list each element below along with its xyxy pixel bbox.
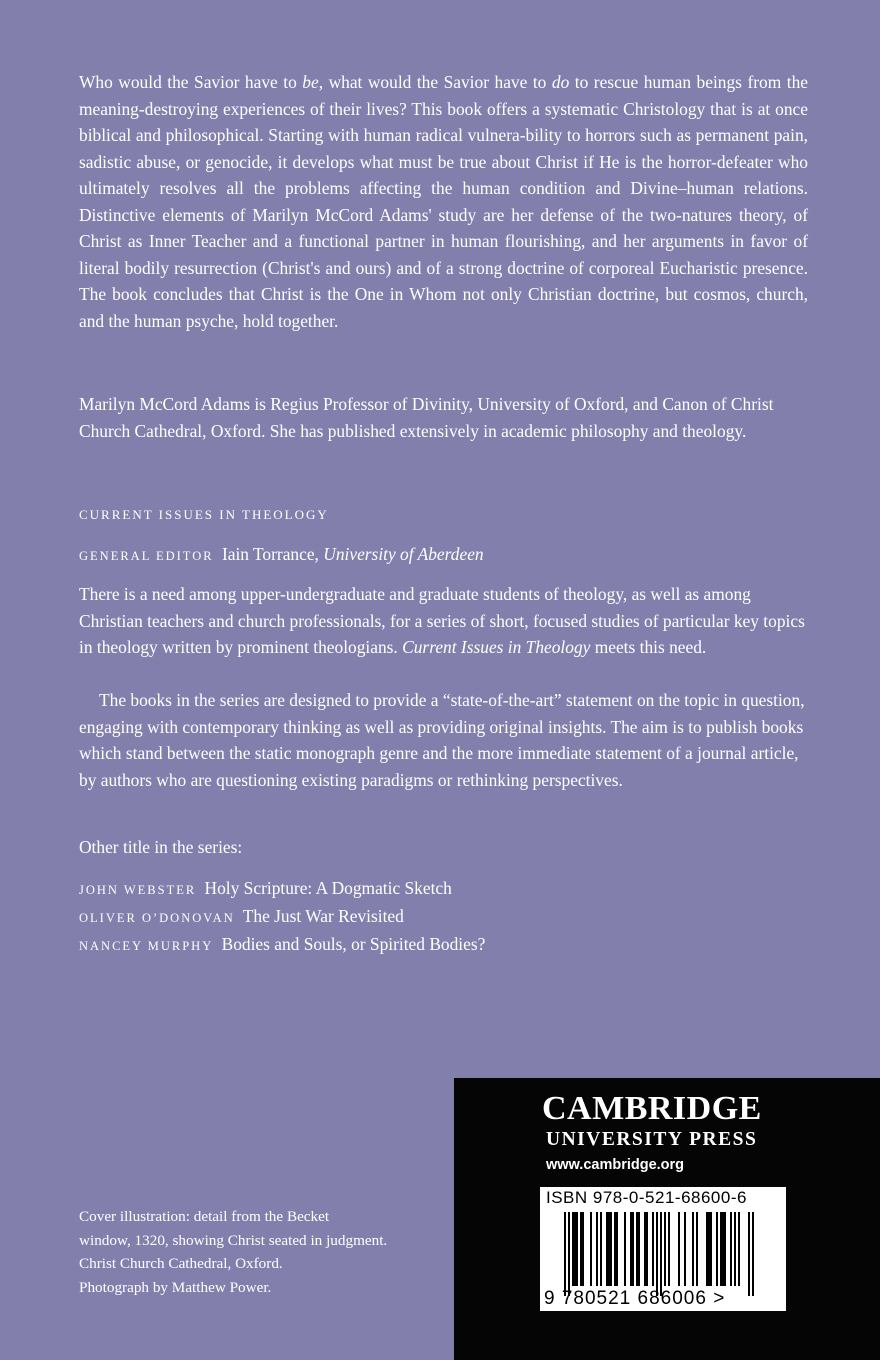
barcode-bar <box>678 1212 680 1286</box>
author-bio: Marilyn McCord Adams is Regius Professor of Divinity, University of Oxford, and Canon of Christ Church Cathedral, Oxford. She has published extensively in academic philosophy and theology. <box>79 394 774 441</box>
barcode-bar <box>664 1212 666 1286</box>
barcode-bar <box>610 1212 612 1286</box>
title-author: NANCEY MURPHY <box>79 939 214 953</box>
barcode-bar <box>684 1212 686 1286</box>
general-editor-label: GENERAL EDITOR <box>79 549 214 563</box>
title-name: Holy Scripture: A Dogmatic Sketch <box>204 878 452 898</box>
barcode-bar <box>710 1212 712 1286</box>
barcode-bar <box>668 1212 670 1286</box>
barcode-bar <box>596 1212 598 1286</box>
barcode-bar <box>696 1212 698 1286</box>
other-titles-label: Other title in the series: <box>79 837 243 857</box>
barcode-bar <box>660 1212 662 1296</box>
blurb-part-2: , what would the Savior have to <box>318 72 552 92</box>
publisher-url: www.cambridge.org <box>546 1157 685 1173</box>
barcode-bar <box>656 1212 658 1296</box>
title-name: The Just War Revisited <box>242 906 404 926</box>
barcode-bar <box>576 1212 578 1286</box>
barcode-bar <box>708 1212 710 1286</box>
series-heading: CURRENT ISSUES IN THEOLOGY <box>79 507 329 522</box>
series-need-paragraph <box>79 581 808 661</box>
barcode-bar <box>600 1212 602 1286</box>
blurb-emphasis-do: do <box>551 72 570 92</box>
barcode-bar <box>752 1212 754 1296</box>
title-author: OLIVER O’DONOVAN <box>79 911 235 925</box>
credit-line: Christ Church Cathedral, Oxford. <box>79 1255 283 1272</box>
barcode-bar <box>572 1212 574 1286</box>
cover-illustration-credit <box>79 1205 459 1299</box>
barcode-bar <box>568 1212 570 1296</box>
barcode-bar <box>606 1212 608 1286</box>
barcode-bar <box>644 1212 646 1286</box>
blurb-part-1: Who would the Savior have to <box>79 72 303 92</box>
barcode-bar <box>624 1212 626 1286</box>
barcode-digits: 9 780521 686006 > <box>544 1288 726 1309</box>
general-editor-name: Iain Torrance, <box>221 544 324 564</box>
general-editor-line <box>79 542 484 568</box>
series-books-paragraph: The books in the series are designed to provide a “state-of-the-art” statement on the topic in question, engaging with contemporary thinking as well as providing original insights. The aim is to publish books which stand between the static monograph genre and the more immediate statement of a journal article, by authors who are questioning existing paradigms or rethinking perspectives. <box>79 690 805 790</box>
title-name: Bodies and Souls, or Spirited Bodies? <box>221 934 486 954</box>
series-need-text: There is a need among upper-undergraduate and graduate students of theology, as well as among Christian teachers and church professionals, for a series of short, focused studies of particular key topics in theology written by prominent theologians. <box>79 584 805 657</box>
series-title-emphasis: Current Issues in Theology <box>402 637 591 657</box>
barcode-bar <box>636 1212 638 1286</box>
list-item <box>79 931 485 959</box>
blurb-part-3: to rescue human beings from the meaning-destroying experiences of their lives? This book offers a systematic Christology that is at once biblical and philosophical. Starting with human radical vulnera-bility to horrors such as permanent pain, sadistic abuse, or genocide, it develops what must be true about Christ if He is the horror-defeater who ultimately resolves all the problems affecting the human condition and Divine–human relations. Distinctive elements of Marilyn McCord Adams' study are her defense of the two-natures theory, of Christ as Inner Teacher and a functional partner in human flourishing, and her arguments in favor of literal bodily resurrection (Christ's and ours) and of a strong doctrine of corporeal Eucharistic presence. The book concludes that Christ is the One in Whom not only Christian doctrine, but cosmos, church, and the human psyche, hold together. <box>79 72 808 331</box>
barcode-bar <box>614 1212 616 1286</box>
barcode-bar <box>748 1212 750 1296</box>
publisher-name-line1: CAMBRIDGE <box>542 1090 762 1127</box>
general-editor-affiliation: University of Aberdeen <box>323 544 484 564</box>
barcode-bar <box>716 1212 718 1286</box>
credit-line: Photograph by Matthew Power. <box>79 1278 272 1296</box>
barcode-bar <box>590 1212 592 1286</box>
barcode-bar <box>692 1212 694 1286</box>
barcode-bar <box>616 1212 618 1286</box>
other-titles-list <box>79 875 485 959</box>
book-description <box>79 69 808 334</box>
credit-line: window, 1320, showing Christ seated in judgment. <box>79 1231 388 1249</box>
barcode-bar <box>630 1212 632 1286</box>
barcode-bar <box>632 1212 634 1286</box>
barcode-bar <box>564 1212 566 1296</box>
barcode-bar <box>730 1212 732 1286</box>
barcode-bar <box>646 1212 648 1286</box>
blurb-emphasis-be: be <box>302 72 319 92</box>
barcode-bar <box>720 1212 722 1286</box>
publisher-name-line2: UNIVERSITY PRESS <box>546 1129 758 1150</box>
barcode-bar <box>734 1212 736 1286</box>
isbn-label: ISBN 978-0-521-68600-6 <box>546 1188 747 1207</box>
barcode-bar <box>574 1212 576 1286</box>
barcode-bar <box>652 1212 654 1286</box>
barcode-bar <box>724 1212 726 1286</box>
barcode-bar <box>638 1212 640 1286</box>
title-author: JOHN WEBSTER <box>79 883 197 897</box>
barcode-bar <box>580 1212 582 1286</box>
credit-line: Cover illustration: detail from the Becket <box>79 1208 330 1225</box>
barcode-bar <box>608 1212 610 1286</box>
barcode-bar <box>582 1212 584 1286</box>
list-item <box>79 903 485 931</box>
list-item <box>79 875 485 903</box>
series-need-end: meets this need. <box>590 637 707 657</box>
barcode-bar <box>722 1212 724 1286</box>
barcode-bar <box>738 1212 740 1286</box>
barcode-bar <box>706 1212 708 1286</box>
